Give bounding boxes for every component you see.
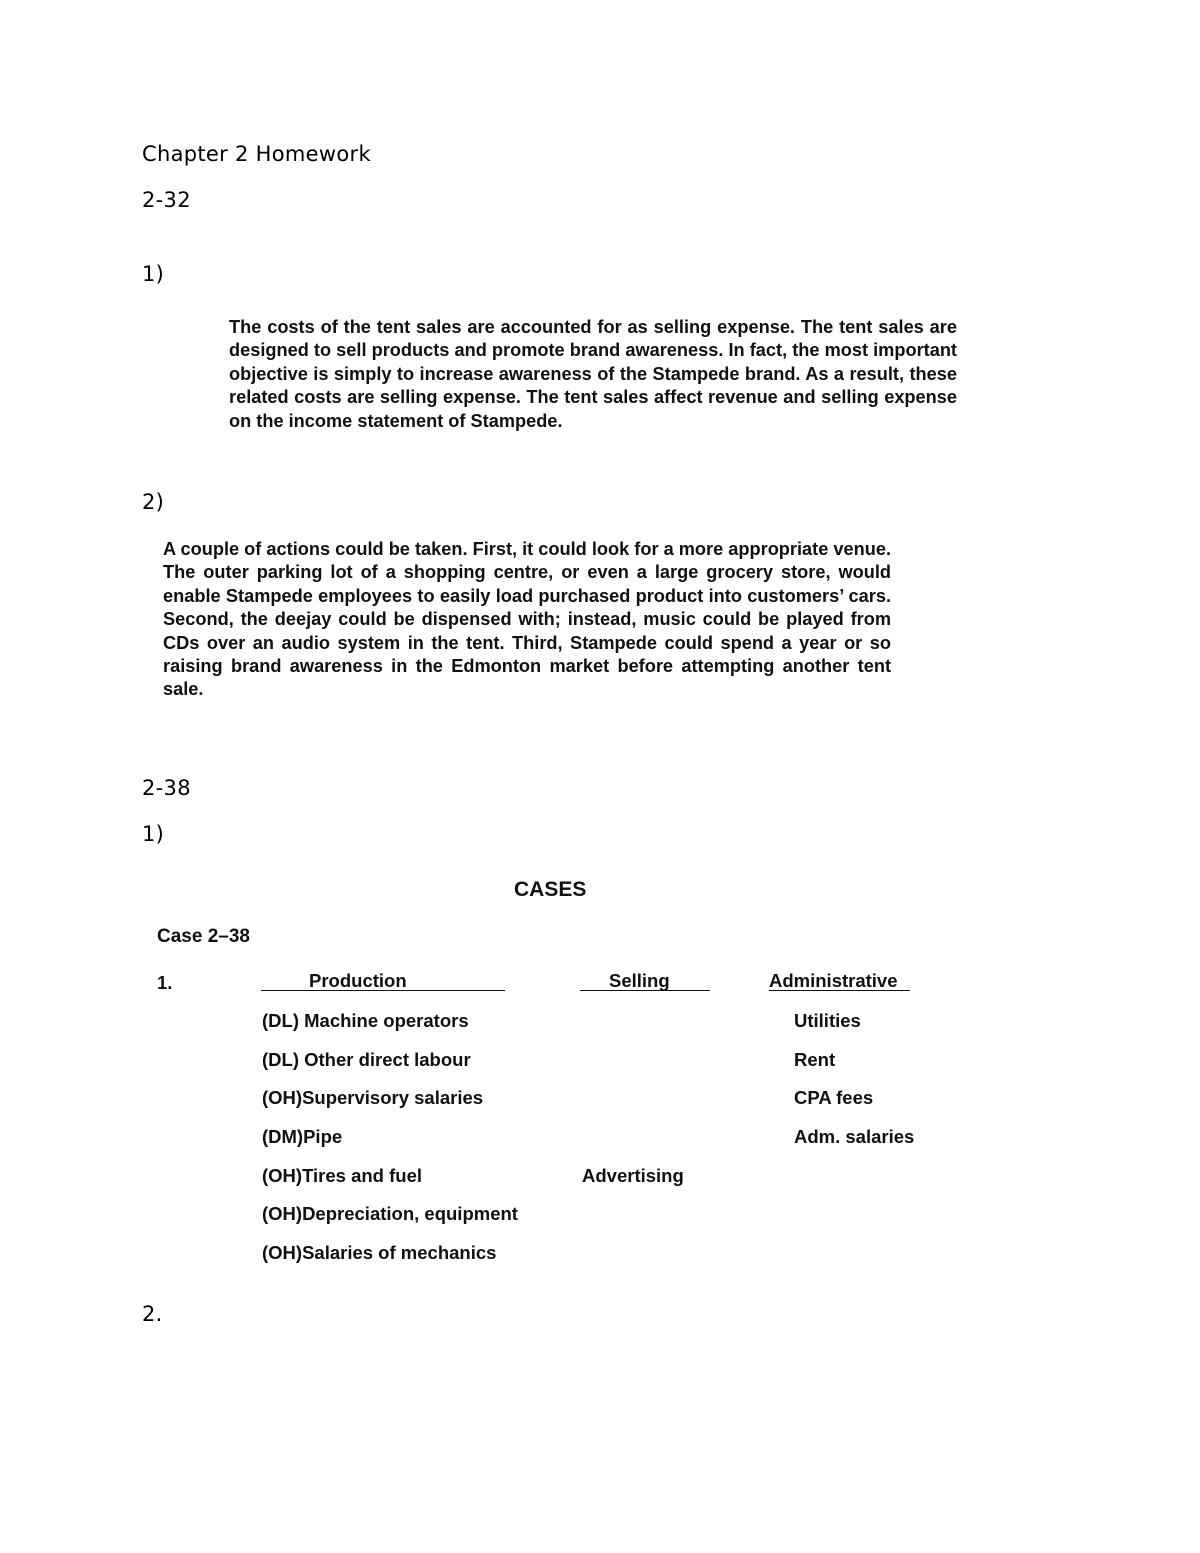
header-underline [769, 990, 910, 991]
production-item: (OH)Depreciation, equipment [262, 1203, 518, 1224]
administrative-item: Adm. salaries [794, 1126, 915, 1147]
case-heading: Case 2–38 [157, 926, 250, 947]
administrative-item: Rent [794, 1049, 836, 1070]
administrative-item: CPA fees [794, 1087, 874, 1108]
answer-paragraph: A couple of actions could be taken. First, it could look for a more appropriate venue. The outer parking lot of a shopping centre, or even a large grocery store, would enable Stampede employees to easily load purchased product into customers’ cars. Second, the deejay could be dispensed with; instead, music could be played from CDs over an audio system in the tent. Third, Stampede could spend a year or so raising brand awareness in the Edmonton market before attempting another tent sale. [163, 539, 891, 700]
production-item: (DL) Machine operators [262, 1010, 469, 1031]
production-item: (OH)Salaries of mechanics [262, 1242, 497, 1263]
selling-item: Advertising [582, 1165, 684, 1186]
production-item: (OH)Tires and fuel [262, 1165, 423, 1186]
part-label: 1) [142, 262, 165, 286]
header-underline [580, 990, 710, 991]
column-header-selling: Selling [609, 970, 670, 991]
answer-paragraph: The costs of the tent sales are accounted for as selling expense. The tent sales are designed to sell products and promote brand awareness. In fact, the most important objective is simply to increase awareness of the Stampede brand. As a result, these related costs are selling expense. The tent sales affect revenue and selling expense on the income statement of Stampede. [229, 317, 957, 431]
item-number: 1. [157, 972, 173, 993]
part-label: 1) [142, 822, 165, 846]
page-title: Chapter 2 Homework [142, 142, 371, 166]
administrative-item: Utilities [794, 1010, 861, 1031]
problem-number: 2-38 [142, 776, 191, 800]
production-item: (OH)Supervisory salaries [262, 1087, 484, 1108]
problem-number: 2-32 [142, 188, 191, 212]
production-item: (DL) Other direct labour [262, 1049, 471, 1070]
column-header-production: Production [309, 970, 407, 991]
part-label: 2) [142, 490, 165, 514]
production-item: (DM)Pipe [262, 1126, 343, 1147]
cases-heading: CASES [514, 878, 587, 901]
column-header-administrative: Administrative [769, 970, 898, 991]
header-underline [261, 990, 505, 991]
part-label: 2. [142, 1302, 163, 1326]
